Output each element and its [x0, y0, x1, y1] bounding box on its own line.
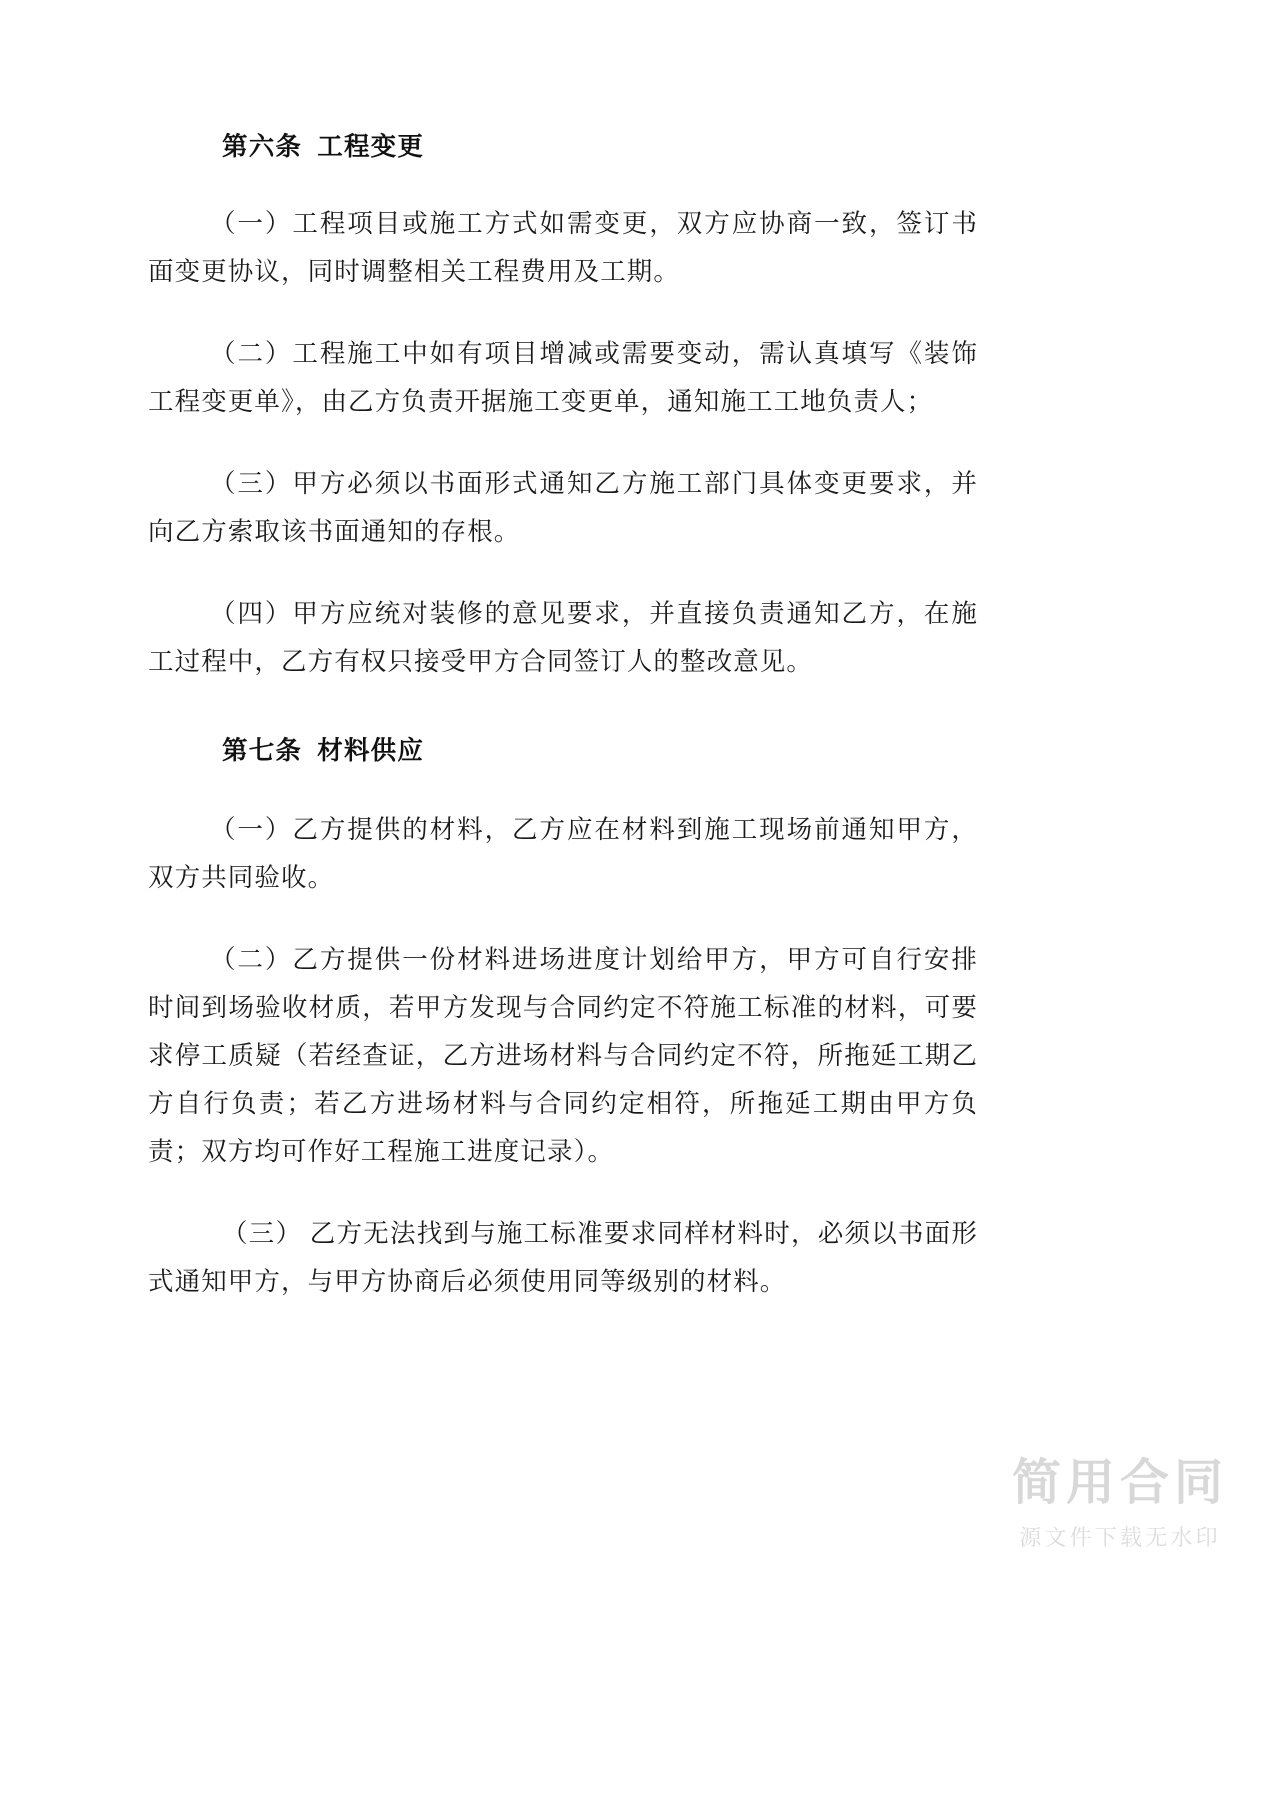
article-six-clause-3: （三）甲方必须以书面形式通知乙方施工部门具体变更要求，并向乙方索取该书面通知的存根。 — [148, 469, 978, 546]
section-heading-article-seven: 第七条 材料供应 — [222, 735, 425, 765]
article-six-clause-2: （二）工程施工中如有项目增减或需要变动，需认真填写《装饰工程变更单》，由乙方负责开据施工变更单，通知施工工地负责人； — [148, 339, 978, 417]
article-seven-clause-1: （一）乙方提供的材料，乙方应在材料到施工现场前通知甲方，双方共同验收。 — [148, 815, 978, 892]
article-six-clause-4: （四）甲方应统对装修的意见要求，并直接负责通知乙方，在施工过程中，乙方有权只接受甲方合同签订人的整改意见。 — [148, 598, 978, 676]
article-seven-clause-2: （二）乙方提供一份材料进场进度计划给甲方，甲方可自行安排时间到场验收材质，若甲方发现与合同约定不符施工标准的材料，可要求停工质疑（若经查证，乙方进场材料与合同约定不符，所拖延工期乙方自行负责；若乙方进场材料与合同约定相符，所拖延工期由甲方负责；双方均可作好工程施工进度记录）。 — [148, 944, 978, 1166]
document-body — [148, 128, 978, 1305]
article-six-clause-1: （一）工程项目或施工方式如需变更，双方应协商一致，签订书面变更协议，同时调整相关工程费用及工期。 — [148, 209, 978, 287]
section-heading-article-six: 第六条 工程变更 — [222, 132, 425, 161]
watermark-brand-text: 简用合同 — [1011, 1454, 1228, 1512]
article-seven-clause-3: （三） 乙方无法找到与施工标准要求同样材料时，必须以书面形式通知甲方，与甲方协商后必须使用同等级别的材料。 — [148, 1218, 978, 1296]
watermark — [1012, 1456, 1228, 1552]
watermark-subtitle-text: 源文件下载无水印 — [1019, 1526, 1221, 1551]
